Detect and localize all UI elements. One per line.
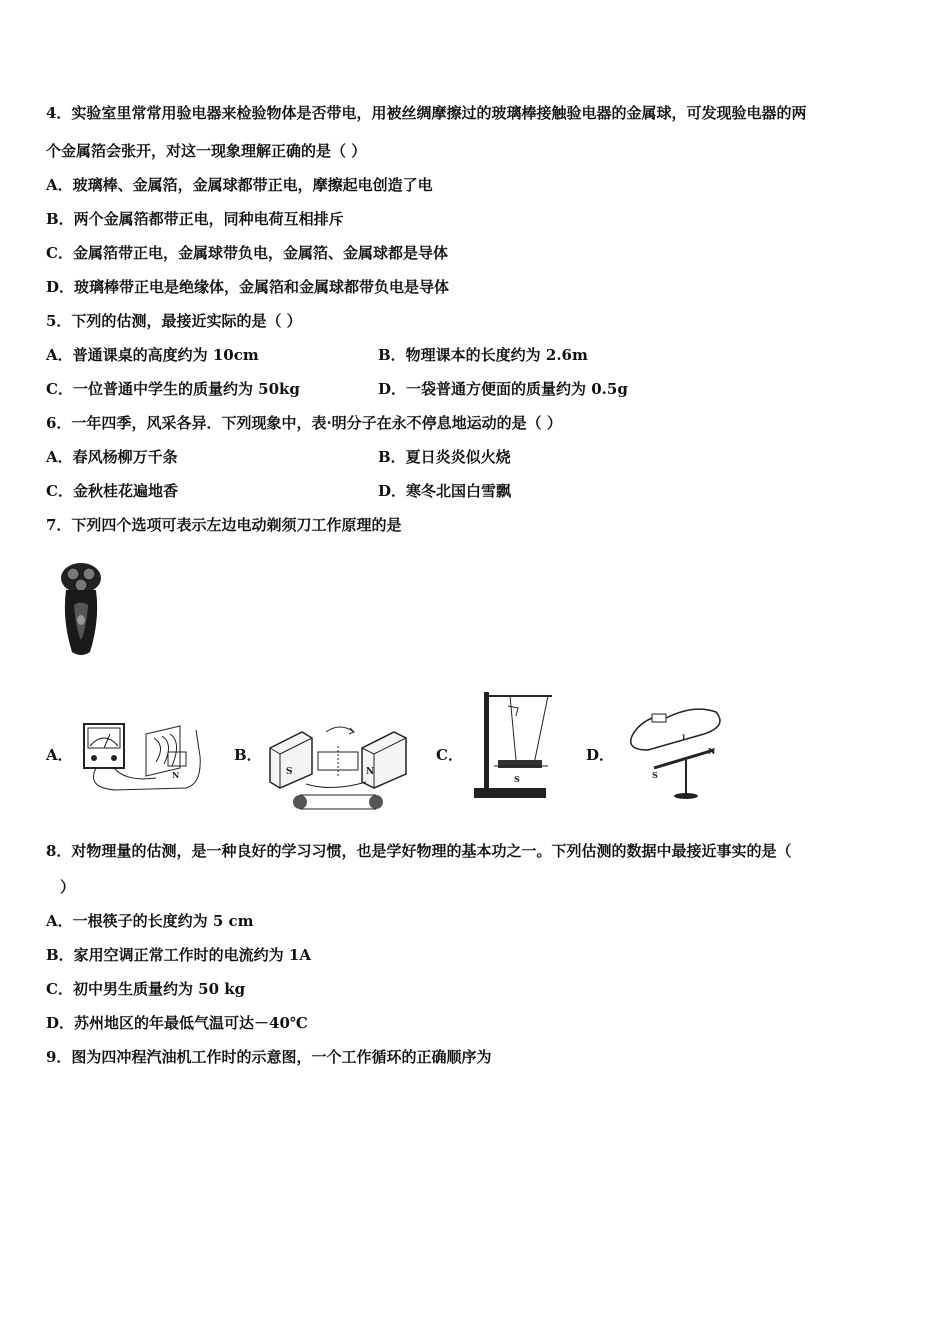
q5-option-a: A．普通课桌的高度约为 10cm	[46, 346, 259, 364]
q7-stem: 7．下列四个选项可表示左边电动剃须刀工作原理的是	[46, 516, 402, 534]
q6-option-a: A．春风杨柳万千条	[46, 448, 178, 466]
figure-b-motor-magnets	[266, 722, 412, 814]
q4-option-a: A．玻璃棒、金属箔，金属球都带正电，摩擦起电创造了电	[46, 176, 433, 194]
q7-figure-label-a: A．	[46, 746, 73, 764]
svg-text:S: S	[652, 770, 658, 780]
q6-option-b: B．夏日炎炎似火烧	[378, 448, 511, 466]
q4-option-c: C．金属箔带正电，金属球带负电，金属箔、金属球都是导体	[46, 244, 448, 262]
q8-option-a: A．一根筷子的长度约为 5 cm	[46, 912, 254, 930]
q4-stem-line2: 个金属箔会张开，对这一现象理解正确的是（ ）	[46, 142, 367, 160]
q6-option-c: C．金秋桂花遍地香	[46, 482, 178, 500]
q8-stem-line2: ）	[60, 878, 76, 896]
svg-text:S: S	[286, 767, 293, 777]
figure-c-stand-wire	[468, 688, 556, 802]
q7-figure-label-b: B．	[234, 746, 262, 764]
q5-stem: 5．下列的估测，最接近实际的是（ ）	[46, 312, 302, 330]
figure-a-galvanometer-coil	[76, 716, 212, 798]
q4-option-d: D．玻璃棒带正电是绝缘体，金属箔和金属球都带负电是导体	[46, 278, 450, 296]
q8-option-b: B．家用空调正常工作时的电流约为 1A	[46, 946, 311, 964]
q5-option-c: C．一位普通中学生的质量约为 50kg	[46, 380, 300, 398]
svg-text:N: N	[708, 746, 716, 756]
q8-option-c: C．初中男生质量约为 50 kg	[46, 980, 246, 998]
q6-stem: 6．一年四季，风采各异．下列现象中，表·明分子在永不停息地运动的是（ ）	[46, 414, 562, 432]
svg-text:S: S	[514, 774, 520, 784]
svg-text:I: I	[682, 733, 686, 742]
q4-stem-line1: 4．实验室里常常用验电器来检验物体是否带电，用被丝绸摩擦过的玻璃棒接触验电器的金属球，可发现验电器的两	[46, 104, 807, 122]
svg-text:N: N	[172, 770, 180, 780]
q5-option-b: B．物理课本的长度约为 2.6m	[378, 346, 588, 364]
q7-figure-label-d: D．	[586, 746, 615, 764]
figure-d-compass-wire	[624, 700, 728, 804]
svg-text:N: N	[366, 767, 375, 777]
q8-stem-line1: 8．对物理量的估测，是一种良好的学习习惯，也是学好物理的基本功之一。下列估测的数据中最接近事实的是（	[46, 842, 792, 860]
q6-option-d: D．寒冬北国白雪飘	[378, 482, 512, 500]
q5-option-d: D．一袋普通方便面的质量约为 0.5g	[378, 380, 628, 398]
q8-option-d: D．苏州地区的年最低气温可达－40℃	[46, 1014, 308, 1032]
q4-option-b: B．两个金属箔都带正电，同种电荷互相排斥	[46, 210, 344, 228]
q7-figure-label-c: C．	[436, 746, 463, 764]
electric-shaver-figure	[56, 560, 106, 660]
q9-stem: 9．图为四冲程汽油机工作时的示意图，一个工作循环的正确顺序为	[46, 1048, 492, 1066]
